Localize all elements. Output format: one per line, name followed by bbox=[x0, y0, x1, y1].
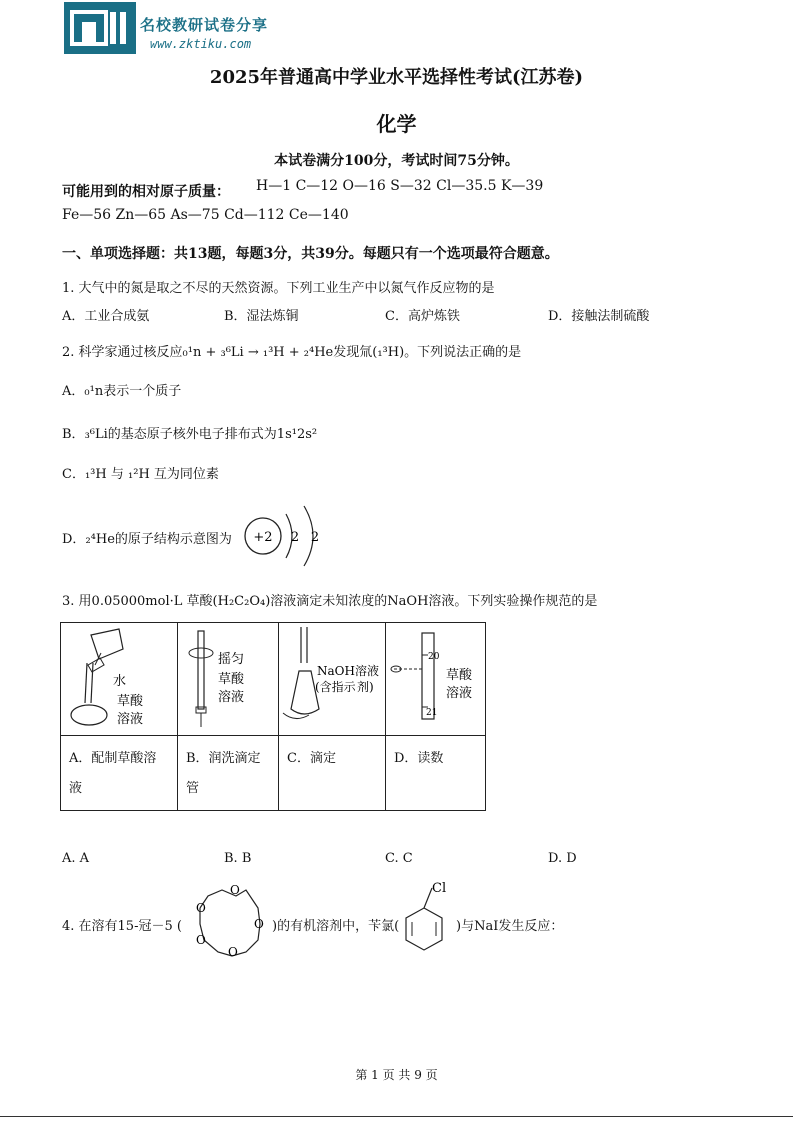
q1-stem: 1. 大气中的氮是取之不尽的天然资源。下列工业生产中以氮气作反应物的是 bbox=[62, 281, 495, 296]
q2-option-c-mid: 与 bbox=[110, 467, 124, 482]
buret-reading-illustration bbox=[386, 623, 485, 735]
q2-stem bbox=[62, 341, 521, 360]
benzyl-cl-label: Cl bbox=[432, 881, 447, 896]
shell-electrons-2: 2 bbox=[310, 530, 320, 545]
q2-option-c-label: C． bbox=[62, 467, 85, 482]
pic-a-label-2: 溶液 bbox=[117, 712, 144, 727]
titration-flask-illustration bbox=[279, 623, 385, 735]
q1-option-c: C．高炉炼铁 bbox=[385, 309, 460, 324]
q2-option-a-symbol: ₀¹n bbox=[84, 384, 104, 399]
crown-oxygen-2: O bbox=[230, 883, 240, 897]
q2-option-c bbox=[62, 463, 219, 482]
q3-stem-b: 草酸 bbox=[186, 594, 213, 609]
bottom-divider bbox=[0, 1116, 793, 1117]
atomic-masses-label: 可能用到的相对原子质量： bbox=[62, 184, 230, 200]
q1-option-d: D．接触法制硫酸 bbox=[548, 309, 650, 324]
q3-pic-c-cell bbox=[279, 623, 386, 736]
q2-option-d-text: 的原子结构示意图为 bbox=[114, 532, 232, 547]
q3-caption-b: B．润洗滴定管 bbox=[186, 751, 261, 796]
q3-pic-b-cell bbox=[178, 623, 279, 736]
q1-option-a: A．工业合成氨 bbox=[62, 309, 150, 324]
q3-answer-d: D. D bbox=[548, 851, 577, 866]
crown-oxygen-3: O bbox=[254, 917, 264, 931]
crown-oxygen-4: O bbox=[228, 945, 238, 959]
shell-electrons-1: 2 bbox=[290, 530, 300, 545]
pic-a-label-1: 草酸 bbox=[117, 694, 144, 709]
q2-option-a-label: A． bbox=[62, 384, 85, 399]
q2-reaction: ₀¹n + ₃⁶Li → ₁³H + ₂⁴He bbox=[182, 345, 334, 360]
q1-option-b: B．湿法炼铜 bbox=[224, 309, 299, 324]
q2-option-c-symbol1: ₁³H bbox=[84, 467, 107, 482]
q3-caption-b-cell bbox=[178, 736, 279, 811]
atomic-masses-line2: Fe—56 Zn—65 As—75 Cd—112 Ce—140 bbox=[62, 207, 349, 223]
q2-option-b-text: 的基态原子核外电子排布式为 bbox=[107, 427, 277, 442]
q2-option-d bbox=[62, 528, 232, 547]
q2-stem-c: 。下列说法正确的是 bbox=[404, 345, 522, 360]
q2-option-a-text: 表示一个质子 bbox=[103, 384, 182, 399]
q4-stem-a: 4. 在溶有15-冠－5 ( bbox=[62, 919, 182, 934]
crown-ether-structure bbox=[182, 878, 272, 966]
q4-stem-c bbox=[456, 915, 563, 934]
logo-url: www.zktiku.com bbox=[150, 37, 252, 51]
pic-c-label-3: 剂) bbox=[357, 680, 374, 694]
pic-b-label-0: 摇匀 bbox=[218, 652, 245, 667]
q2-option-b-symbol: ₃⁶Li bbox=[84, 427, 108, 442]
pic-d-tick-20: 20 bbox=[428, 652, 440, 662]
q3-concentration: 0.05000mol·L bbox=[91, 594, 183, 609]
q3-answer-a: A. A bbox=[62, 851, 90, 866]
q2-option-d-symbol: ₂⁴He bbox=[85, 532, 115, 547]
crown-oxygen-5: O bbox=[196, 933, 206, 947]
logo-name: 名校教研试卷分享 bbox=[140, 16, 269, 34]
q3-answer-b: B. B bbox=[224, 851, 252, 866]
exam-note: 本试卷满分100分，考试时间75分钟。 bbox=[274, 153, 519, 169]
q3-stem-c: 溶液滴定未知浓度的 bbox=[270, 594, 388, 609]
q3-operations-table bbox=[60, 622, 486, 811]
q2-option-b-config: 1s¹2s² bbox=[276, 427, 318, 442]
crown-oxygen-1: O bbox=[196, 901, 206, 915]
logo-emblem bbox=[64, 2, 136, 54]
benzyl-chloride-structure bbox=[402, 876, 458, 966]
q2-option-b-label: B． bbox=[62, 427, 85, 442]
q3-naoh: NaOH bbox=[387, 594, 429, 609]
q3-caption-d-cell bbox=[386, 736, 486, 811]
q3-caption-a: A．配制草酸溶液 bbox=[69, 751, 157, 796]
atom-structure-diagram bbox=[238, 502, 328, 572]
q3-formula: (H₂C₂O₄) bbox=[212, 594, 271, 609]
q2-option-d-label: D． bbox=[62, 532, 86, 547]
q2-option-a bbox=[62, 380, 181, 399]
pic-b-label-2: 溶液 bbox=[218, 690, 245, 705]
atomic-masses-line1: H—1 C—12 O—16 S—32 Cl—35.5 K—39 bbox=[256, 178, 544, 194]
volumetric-flask-pouring-illustration bbox=[61, 623, 177, 735]
q3-caption-c: C．滴定 bbox=[287, 751, 336, 766]
pic-c-label-2: (含指示 bbox=[315, 680, 356, 694]
q2-stem-b: 发现氚 bbox=[333, 345, 373, 360]
q2-stem-a: 2. 科学家通过核反应 bbox=[62, 345, 183, 360]
q4-stem-c-text: )与 bbox=[456, 919, 475, 934]
q3-answer-c: C. C bbox=[385, 851, 413, 866]
pic-a-water-label: 水 bbox=[113, 674, 127, 689]
pic-d-label-1: 草酸 bbox=[446, 668, 473, 683]
nucleus-charge: +2 bbox=[253, 530, 273, 545]
q3-stem bbox=[62, 590, 597, 609]
pic-d-label-2: 溶液 bbox=[446, 686, 473, 701]
q3-stem-a: 3. 用 bbox=[62, 594, 92, 609]
q2-option-c-symbol2: ₁²H bbox=[128, 467, 150, 482]
q3-caption-a-cell bbox=[61, 736, 178, 811]
q3-pic-d-cell bbox=[386, 623, 486, 736]
q2-option-c-text: 互为同位素 bbox=[153, 467, 219, 482]
q2-tritium: (₁³H) bbox=[372, 345, 405, 360]
q4-stem-b: )的有机溶剂中，苄氯( bbox=[272, 919, 400, 934]
buret-rinsing-illustration bbox=[178, 623, 278, 735]
pic-b-label-1: 草酸 bbox=[218, 672, 245, 687]
section-heading: 一、单项选择题：共13题，每题3分，共39分。每题只有一个选项最符合题意。 bbox=[62, 246, 559, 262]
page-footer: 第 1 页 共 9 页 bbox=[355, 1068, 438, 1082]
q4-nai: NaI bbox=[474, 919, 499, 934]
q3-stem-d: 溶液。下列实验操作规范的是 bbox=[428, 594, 598, 609]
q3-caption-d: D．读数 bbox=[394, 751, 444, 766]
pic-d-tick-21: 21 bbox=[426, 708, 438, 718]
q4-stem-d: 发生反应： bbox=[498, 919, 564, 934]
pic-c-label-1: NaOH溶液 bbox=[317, 664, 379, 678]
q2-option-b bbox=[62, 423, 317, 442]
q3-pic-a-cell bbox=[61, 623, 178, 736]
page-title: 2025年普通高中学业水平选择性考试(江苏卷) bbox=[209, 67, 584, 88]
subject-title: 化学 bbox=[376, 112, 417, 136]
q3-caption-c-cell bbox=[279, 736, 386, 811]
